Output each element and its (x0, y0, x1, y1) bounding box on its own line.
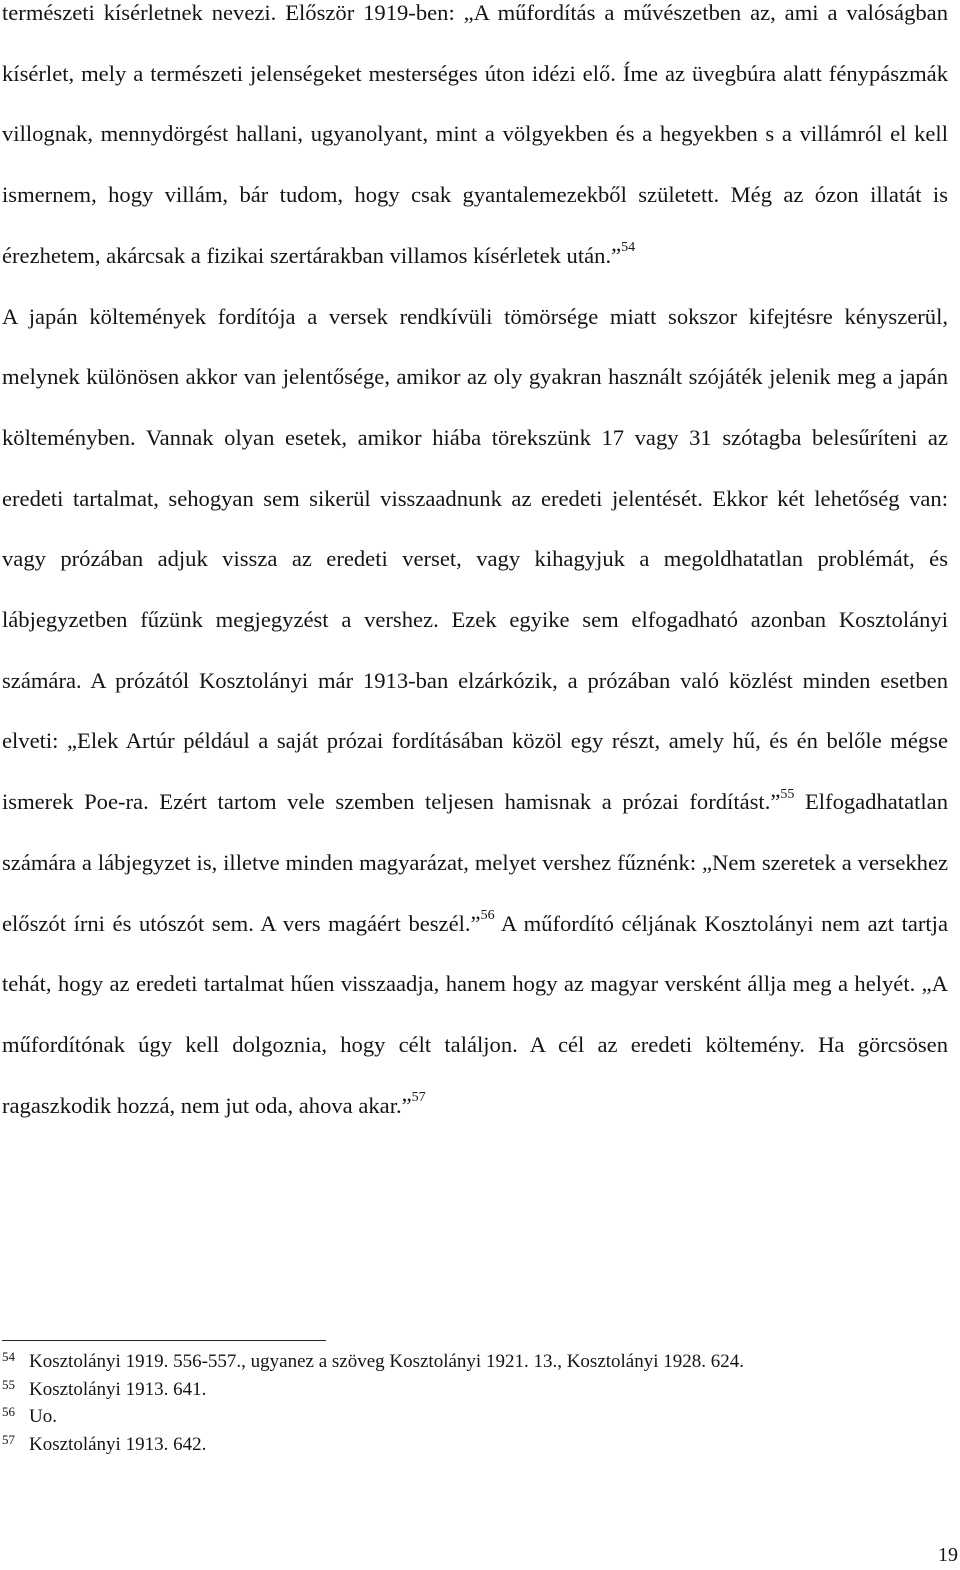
footnote-54 (2, 1349, 948, 1377)
footnote-text: Kosztolányi 1913. 641. (29, 1378, 207, 1400)
footnote-ref-57[interactable]: 57 (411, 1090, 426, 1106)
footnote-ref-54[interactable]: 54 (621, 240, 636, 256)
footnote-text: Uo. (29, 1406, 57, 1428)
footnote-number: 54 (2, 1349, 15, 1364)
page-number: 19 (938, 1544, 958, 1566)
footnote-ref-56[interactable]: 56 (480, 908, 495, 924)
footnote-55 (2, 1377, 948, 1405)
paragraph-1-text: természeti kísérletnek nevezi. Először 1919-ben: „A műfordítás a művészetben az, ami a valóságban kísérlet, mely a természeti jelenségeket mesterséges úton idézi elő. Íme az üvegbúra alatt fénypászmák villognak, mennydörgést hallani, ugyanolyant, mint a völgyekben és a hegyekben s a villámról el kell ismernem, hogy villám, bár tudom, hogy csak gyantalemezekből született. Még az ózon illatát is érezhetem, akárcsak a fizikai szertárakban villamos kísérletek után.” (2, 0, 948, 268)
footnote-57 (2, 1432, 948, 1460)
paragraph-2 (2, 287, 948, 1137)
body-text (2, 0, 948, 1136)
paragraph-2-text-a: A japán költemények fordítója a versek rendkívüli tömörsége miatt sokszor kifejtésre kényszerül, melynek különösen akkor van jelentősége, amikor az oly gyakran használt szójáték jelenik meg a japán költeményben. Vannak olyan esetek, amikor hiába törekszünk 17 vagy 31 szótagba belesűríteni az eredeti tartalmat, sehogyan sem sikerül visszaadnunk az eredeti jelentését. Ekkor két lehetőség van: vagy prózában adjuk vissza az eredeti verset, vagy kihagyjuk a megoldhatatlan problémát, és lábjegyzetben fűzünk megjegyzést a vershez. Ezek egyike sem elfogadható azonban Kosztolányi számára. A prózától Kosztolányi már 1913-ban elzárkózik, a prózában való közlést minden esetben elveti: „Elek Artúr például a saját prózai fordításában közöl egy részt, amely hű, és én belőle mégse ismerek Poe-ra. Ezért tartom vele szemben teljesen hamisnak a prózai fordítást.” (2, 303, 948, 815)
footnote-separator (2, 1340, 326, 1341)
footnote-number: 55 (2, 1376, 15, 1392)
paragraph-1 (2, 0, 948, 287)
page-content (2, 0, 948, 1153)
paragraph-2-text-b: Elfogadhatatlan számára a lábjegyzet is, illetve minden magyarázat, melyet vershez fűznénk: „Nem szeretek a versekhez előszót írni és utószót sem. A vers magáért beszél.” (2, 789, 948, 936)
footnote-ref-55[interactable]: 55 (780, 786, 795, 802)
footnote-text: Kosztolányi 1919. 556-557., ugyanez a szöveg Kosztolányi 1921. 13., Kosztolányi 1928. 624. (29, 1351, 745, 1372)
footnote-56 (2, 1404, 948, 1432)
footnotes (2, 1349, 948, 1460)
paragraph-2-text-c: A műfordító céljának Kosztolányi nem azt tartja tehát, hogy az eredeti tartalmat hűen visszaadja, hanem hogy az magyar versként állja meg a helyét. „A műfordítónak úgy kell dolgoznia, hogy célt találjon. A cél az eredeti költemény. Ha görcsösen ragaszkodik hozzá, nem jut oda, ahova akar.” (2, 910, 948, 1118)
footnote-number: 56 (2, 1404, 15, 1420)
footnote-text: Kosztolányi 1913. 642. (29, 1434, 207, 1456)
footnote-number: 57 (2, 1432, 15, 1448)
